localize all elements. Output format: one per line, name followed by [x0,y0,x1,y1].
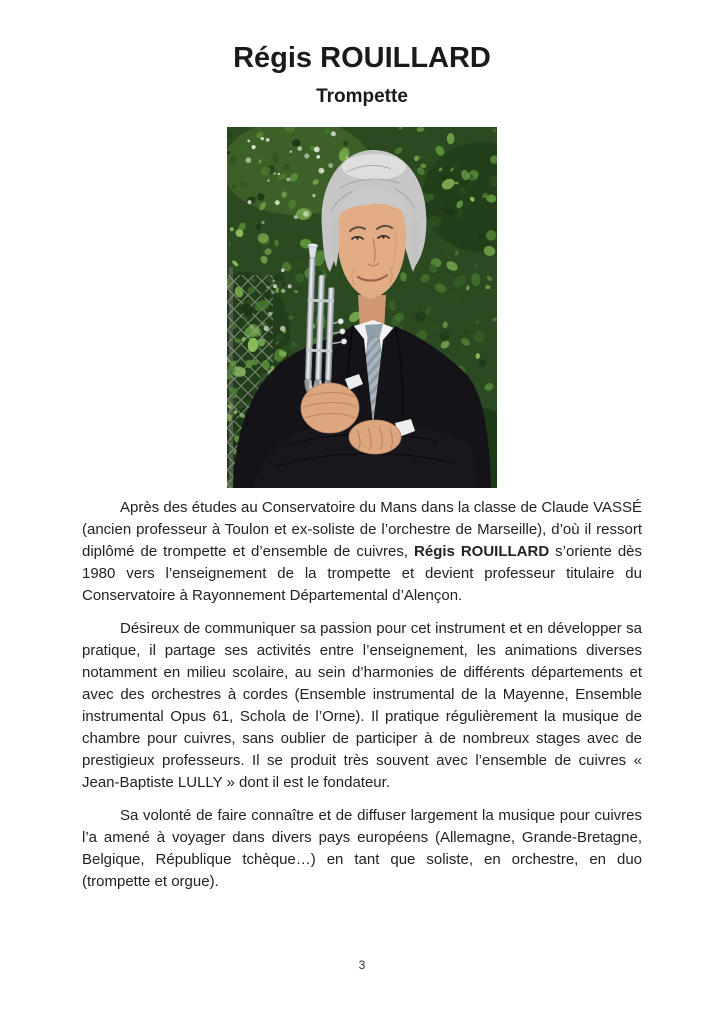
right-pupil [382,236,384,238]
paragraph-3: Sa volonté de faire connaître et de diffuser largement la musique pour cuivres l’a amené à voyager dans divers pays européens (Allemagne, Grande-Bretagne, Belgique, République tchèque…) en tant que soliste, en orchestre, en duo (trompette et orgue). [82,807,642,890]
portrait-photo-illustration [227,127,497,488]
right-hand [301,383,359,433]
valve-button-2 [339,328,345,334]
page-title: Régis ROUILLARD [233,42,491,74]
page-subtitle: Trompette [316,86,408,107]
biography-text [82,497,642,904]
page-number: 3 [358,958,366,972]
left-fist [349,420,401,454]
paragraph-1-end: s’oriente dès 1980 vers l’enseignement de la trompette et devient professeur titulaire du Conservatoire à Rayonnement Départemental d’Alençon. [82,543,643,604]
paragraph-2: Désireux de communiquer sa passion pour cet instrument et en développer sa pratique, il partage ses activités entre l’enseignement, les animations diverses notamment en milieu scolaire, au sein d’harmonies de différents départements et avec des orchestres à cordes (Ensemble instrumental de la Mayenne, Ensemble instrumental Opus 61, Schola de l’Orne). Il pratique régulièrement la musique de chambre pour cuivres, sans oublier de participer à de nombreux stages avec de prestigieux professeurs. Il se produit très souvent avec l’ensemble de cuivres « Jean-Baptiste LULLY » dont il est le fondateur. [82,620,642,791]
paragraph-1-start: Après des études au Conservatoire du Mans dans la classe de Claude VASSÉ (ancien professeur à Toulon et ex-soliste de l’orchestre de Marseille), d’où il ressort diplômé de trompette et d’ensemble de cuivres, [82,499,642,560]
paragraph-1 [82,497,642,607]
hair-highlight [342,154,406,180]
valve-button-3 [341,339,347,345]
portrait-photo [227,127,497,488]
left-pupil [356,237,358,239]
valve-button-1 [338,318,344,324]
artist-name-bold: Régis ROUILLARD [414,543,550,560]
